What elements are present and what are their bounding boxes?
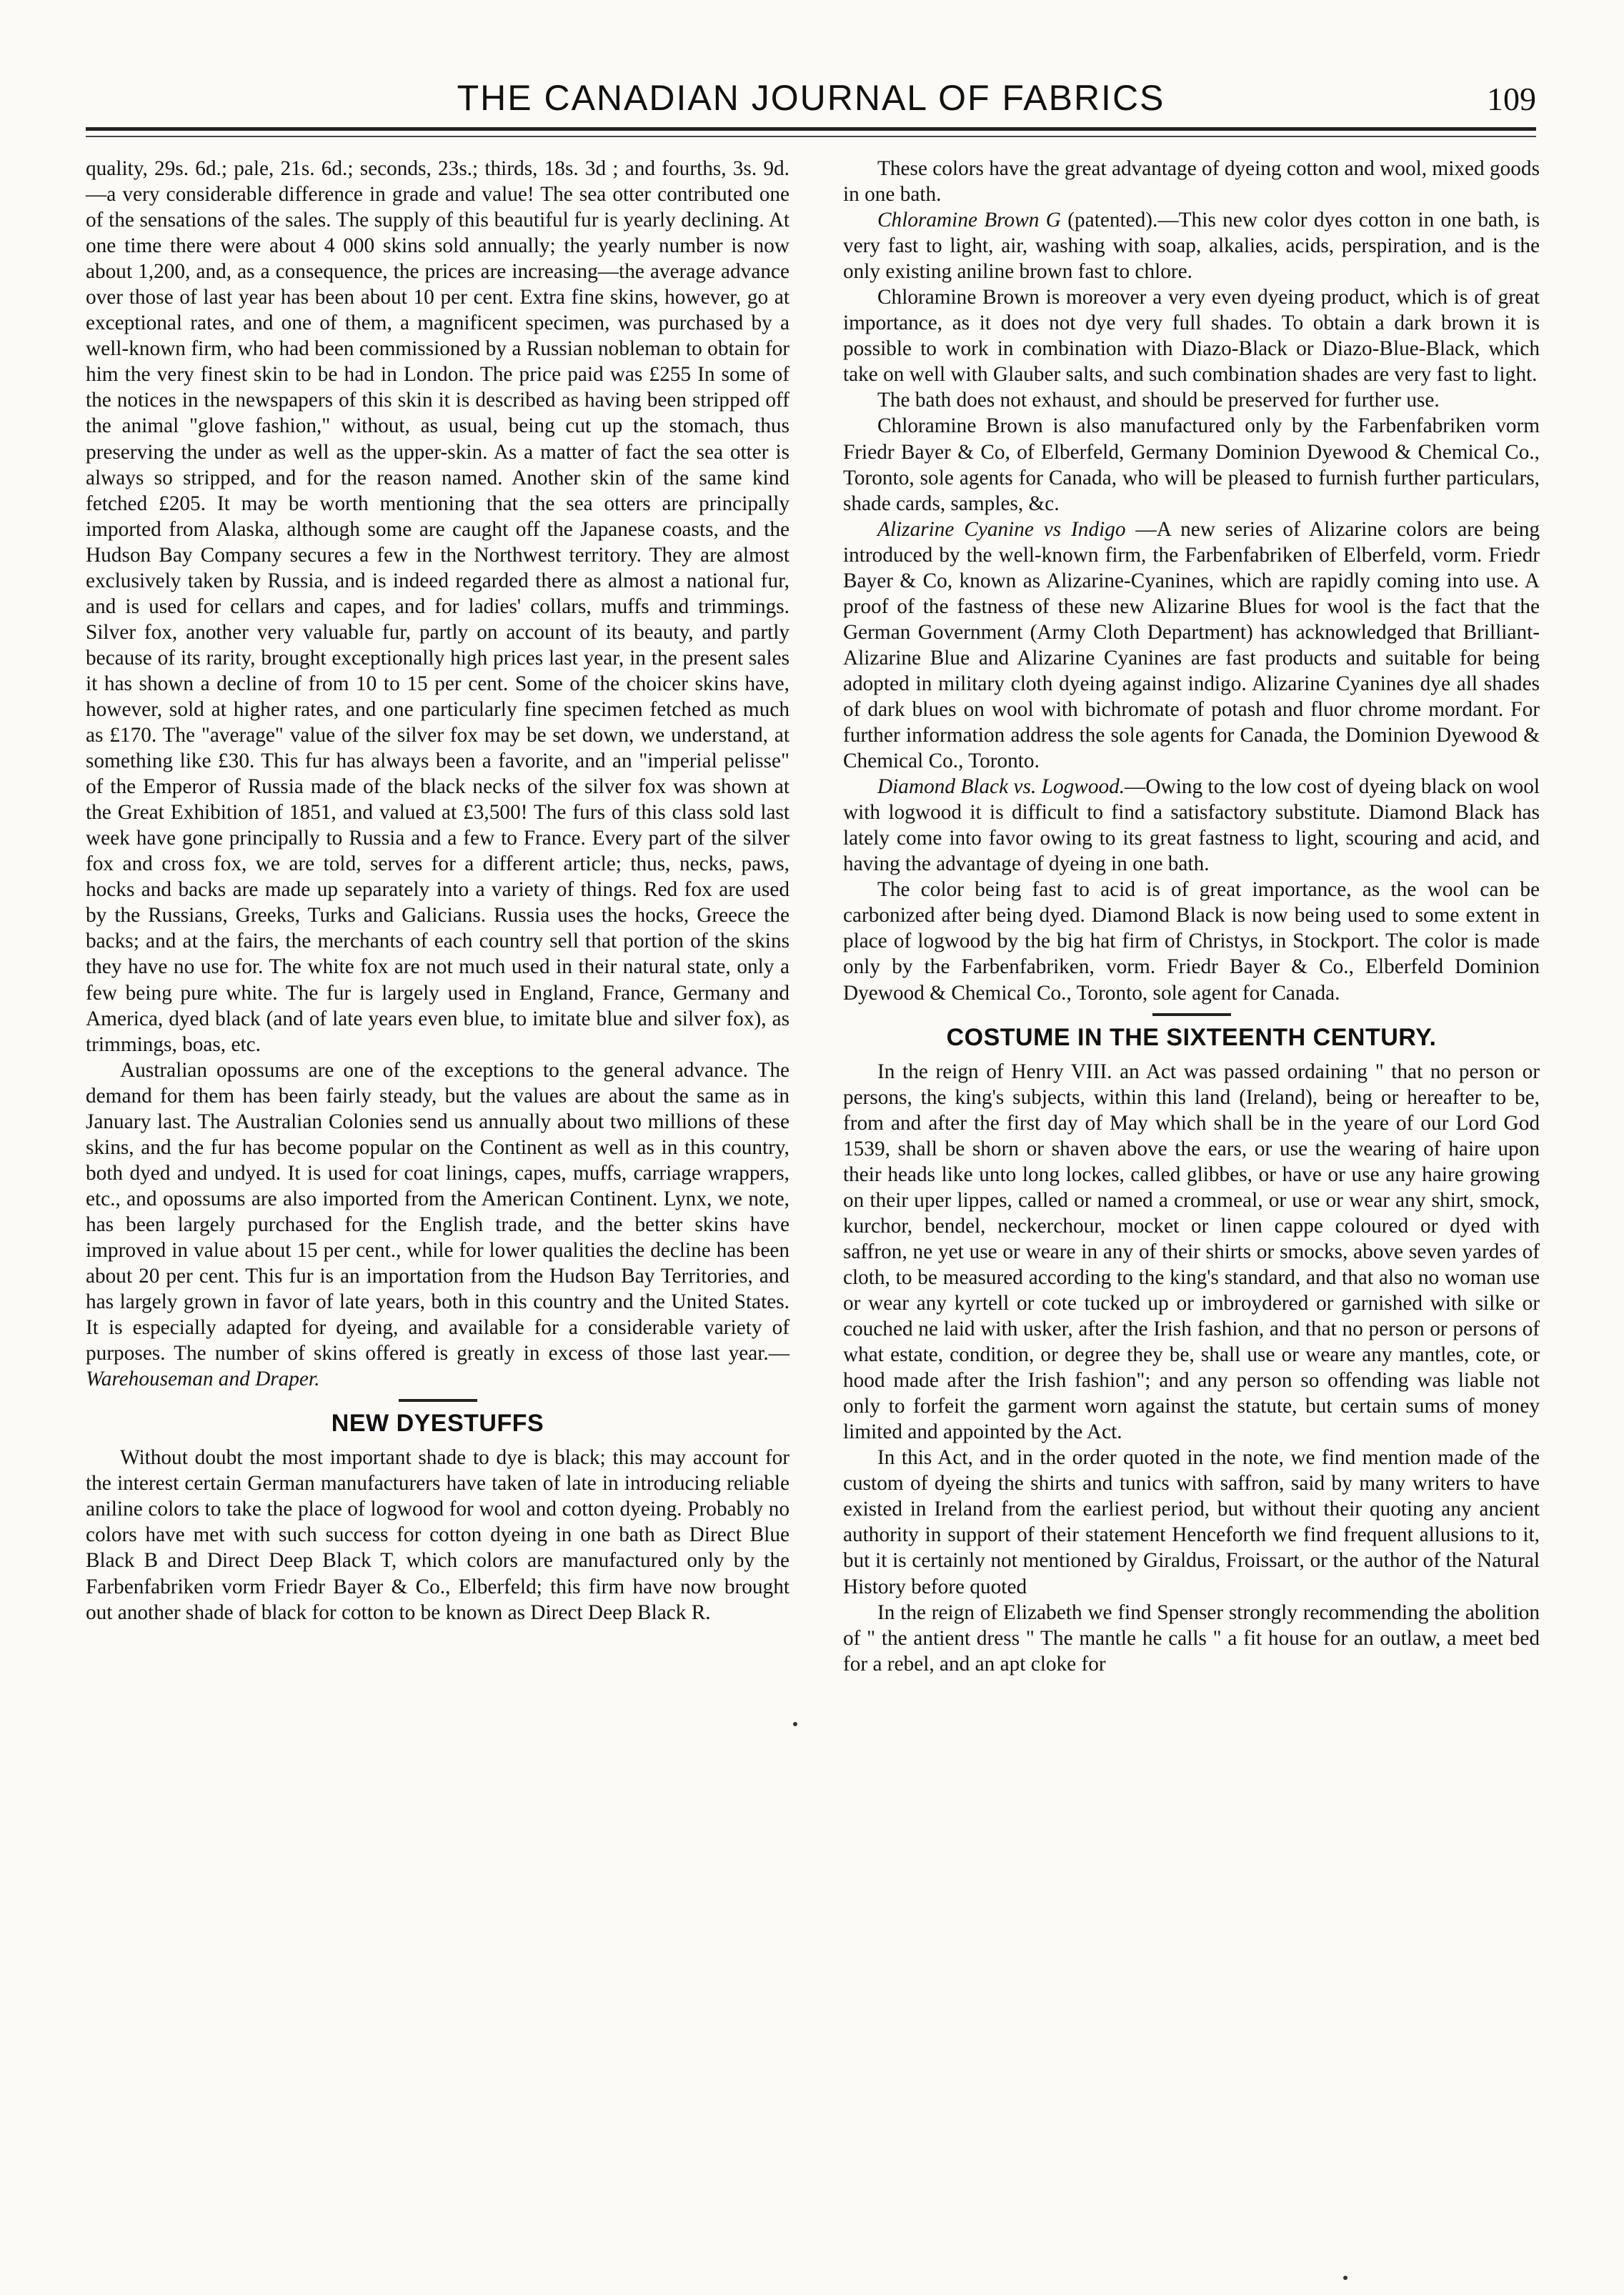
- saffron-paragraph: In this Act, and in the order quoted in the note, we find mention made of the custom of dyeing the shirts and tunics with saffron, said by many writers to have existed in Ireland from the earliest period, but without their quoting any ancient authority in support of their statement Henceforth we find frequent allusions to it, but it is certainly not mentioned by Giraldus, Froissart, or the author of the Natural History before quoted: [843, 1446, 1540, 1598]
- section-heading-costume: COSTUME IN THE SIXTEENTH CENTURY.: [946, 1023, 1437, 1051]
- header-rule: [86, 127, 1536, 131]
- journal-title: THE CANADIAN JOURNAL OF FABRICS: [457, 78, 1165, 118]
- page-number: 109: [1487, 81, 1536, 117]
- opossum-paragraph: [86, 1057, 789, 1393]
- colors-paragraph: These colors have the great advantage of dyeing cotton and wool, mixed goods in one bath.: [843, 157, 1540, 206]
- header-rule-thin: [86, 136, 1536, 137]
- section-heading-new-dyestuffs: NEW DYESTUFFS: [331, 1410, 544, 1438]
- chloramine-agents-paragraph: Chloramine Brown is also manufactured only by the Farbenfabriken vorm Friedr Bayer & Co, of Elberfeld, Germany Dominion Dyewood & Chemical Co., Toronto, sole agents for Canada, who will be pleased to furnish further particulars, shade cards, samples, &c.: [843, 414, 1540, 515]
- section-divider: [1152, 1013, 1231, 1016]
- print-speck: [793, 1722, 797, 1726]
- chloramine-even-paragraph: Chloramine Brown is moreover a very even dyeing product, which is of great importance, as it does not dye very full shades. To obtain a dark brown it is possible to work in combination with Diazo-Black or Diazo-Blue-Black, which take on well with Glauber salts, and such combination shades are very fast to light.: [843, 286, 1540, 387]
- alizarine-paragraph: [843, 517, 1540, 774]
- section-divider: [399, 1399, 477, 1402]
- chloramine-paragraph: [843, 207, 1540, 284]
- alizarine-text: —A new series of Alizarine colors are being introduced by the well-known firm, the Farbenfabriken of Elberfeld, vorm. Friedr Bayer & Co, known as Alizarine-Cyanines, which are rapidly coming into use. A proof of the fastness of these new Alizarine Blues for wool is the fact that the German Government (Army Cloth Department) has acknowledged that Brilliant-Alizarine Blue and Alizarine Cyanines are fast products and suitable for being adopted in military cloth dyeing against indigo. Alizarine Cyanines dye all shades of dark blues on wool with bichromate of potash and fluor chrome mordant. For further information address the sole agents for Canada, the Dominion Dyewood & Chemical Co., Toronto.: [843, 517, 1540, 773]
- alizarine-lead: Alizarine Cyanine vs Indigo: [877, 517, 1126, 541]
- source-citation: Warehouseman and Draper.: [86, 1368, 320, 1391]
- dyestuffs-paragraph: Without doubt the most important shade to dye is black; this may account for the interest certain German manufacturers have taken of late in introducing reliable aniline colors to take the place of logwood for wool and cotton dyeing. Probably no colors have met with such success for cotton dyeing in one bath as Direct Blue Black B and Direct Deep Black T, which colors are manufactured only by the Farbenfabriken vorm Friedr Bayer & Co., Elberfeld; this firm have now brought out another shade of black for cotton to be known as Direct Deep Black R.: [86, 1446, 789, 1624]
- diamond-black-paragraph: [843, 774, 1540, 877]
- diamond-black-text: —Owing to the low cost of dyeing black on wool with logwood it is difficult to find a satisfactory substitute. Diamond Black has lately come into favor owing to its great fastness to light, scouring and acid, and having the advantage of dyeing in one bath.: [843, 775, 1540, 876]
- elizabeth-paragraph: In the reign of Elizabeth we find Spenser strongly recommending the abolition of " the antient dress " The mantle he calls " a fit house for an outlaw, a meet bed for a rebel, and an apt cloke for: [843, 1600, 1540, 1676]
- page-header: [86, 77, 1536, 120]
- acid-fast-paragraph: The color being fast to acid is of great importance, as the wool can be carbonized after being dyed. Diamond Black is now being used to some extent in place of logwood by the big hat firm of Christys, in Stockport. The color is made only by the Farbenfabriken, vorm. Friedr Bayer & Co., Elberfeld Dominion Dyewood & Chemical Co., Toronto, sole agent for Canada.: [843, 878, 1540, 1005]
- print-speck: [1343, 2276, 1347, 2280]
- fur-sales-paragraph: quality, 29s. 6d.; pale, 21s. 6d.; seconds, 23s.; thirds, 18s. 3d ; and fourths, 3s. 9d.—a very considerable difference in grade and value! The sea otter contributed one of the sensations of the sales. The supply of this beautiful fur is yearly declining. At one time there were about 4 000 skins sold annually; the yearly number is now about 1,200, and, as a consequence, the prices are increasing—the average advance over those of last year has been about 10 per cent. Extra fine skins, however, go at exceptional rates, and one of them, a magnificent specimen, was purchased by a well-known firm, who had been commissioned by a Russian nobleman to obtain for him the very finest skin to be had in London. The price paid was £255 In some of the notices in the newspapers of this skin it is described as having been stripped off the animal "glove fashion," without, as usual, being cut up the stomach, thus preserving the under as well as the upper-skin. As a matter of fact the sea otter is always so stripped, and for the reason named. Another skin of the same kind fetched £205. It may be worth mentioning that the sea otters are principally imported from Alaska, although some are caught off the Japanese coasts, and the Hudson Bay Company secures a few in the Northwest territory. They are almost exclusively taken by Russia, and is indeed regarded there as almost a national fur, and is used for cellars and capes, and for ladies' collars, muffs and trimmings. Silver fox, another very valuable fur, partly on account of its beauty, and partly because of its rarity, brought exceptionally high prices last year, in the present sales it has shown a decline of from 10 to 15 per cent. Some of the choicer skins have, however, sold at higher rates, and one particularly fine specimen fetched as much as £170. The "average" value of the silver fox may be set down, we understand, at something like £30. This fur has always been a favorite, and an "imperial pelisse" of the Emperor of Russia made of the black necks of the silver fox was shown at the Great Exhibition of 1851, and valued at £3,500! The furs of this class sold last week have gone principally to Russia and a few to France. Every part of the silver fox and cross fox, we are told, serves for a different article; thus, necks, paws, hocks and backs are made up separately into a variety of things. Red fox are used by the Russians, Greeks, Turks and Galicians. Russia uses the hocks, Greece the backs; and at the fairs, the merchants of each country sell that portion of the skins they have no use for. The white fox are not much used in their natural state, only a few being pure white. The fur is largely used in England, France, Germany and America, dyed black (and of late years even blue, to imitate blue and silver fox), as trimmings, boas, etc.: [86, 157, 789, 1056]
- henry-viii-paragraph: In the reign of Henry VIII. an Act was passed ordaining " that no person or persons, the king's subjects, within this land (Ireland), being or hereafter to be, from and after the first day of May which shall be in the yeare of our Lord God 1539, shall be shorn or shaven above the ears, or use the wearing of haire upon their heads like unto long lockes, called glibbes, or have or use any haire growing on their uper lippes, called or named a crommeal, or use or wear any shirt, smock, kurchor, bendel, neckerchour, mocket or linen cappe coloured or dyed with saffron, ne yet use or weare in any of their shirts or smocks, above seven yardes of cloth, to be measured according to the king's standard, and that also no woman use or wear any kyrtell or cote tucked up or imbroydered or garnished with silke or couched ne laid with usker, after the Irish fashion, and that no person or persons of what estate, condition, or degree they be, shall use or weare any mantles, cote, or hood made after the Irish fashion"; and any person so offending was liable not only to forfeit the garment worn against the statute, but certain sums of money limited and appointed by the Act.: [843, 1060, 1540, 1444]
- right-column: [843, 156, 1540, 1677]
- left-column: [86, 156, 789, 1626]
- opossum-text: Australian opossums are one of the exceptions to the general advance. The demand for them has been fairly steady, but the values are about the same as in January last. The Australian Colonies send us annually about two millions of these skins, and the fur has become popular on the Continent as well as in this country, both dyed and undyed. It is used for coat linings, capes, muffs, carriage wrappers, etc., and opossums are also imported from the American Continent. Lynx, we note, has been largely purchased for the English trade, and the better skins have improved in value about 15 per cent., while for lower qualities the decline has been about 20 per cent. This fur is an importation from the Hudson Bay Territories, and has largely grown in favor of late years, both in this country and the United States. It is especially adapted for dyeing, and available for a considerable variety of purposes. The number of skins offered is greatly in excess of those last year.—: [86, 1058, 789, 1365]
- chloramine-lead: Chloramine Brown G: [877, 209, 1061, 232]
- bath-paragraph: The bath does not exhaust, and should be preserved for further use.: [877, 389, 1440, 412]
- diamond-black-lead: Diamond Black vs. Logwood.: [877, 775, 1125, 799]
- chloramine-text: (patented).—This new color dyes cotton in one bath, is very fast to light, air, washing with soap, alkalies, acids, perspiration, and is the only existing aniline brown fast to chlore.: [843, 209, 1540, 284]
